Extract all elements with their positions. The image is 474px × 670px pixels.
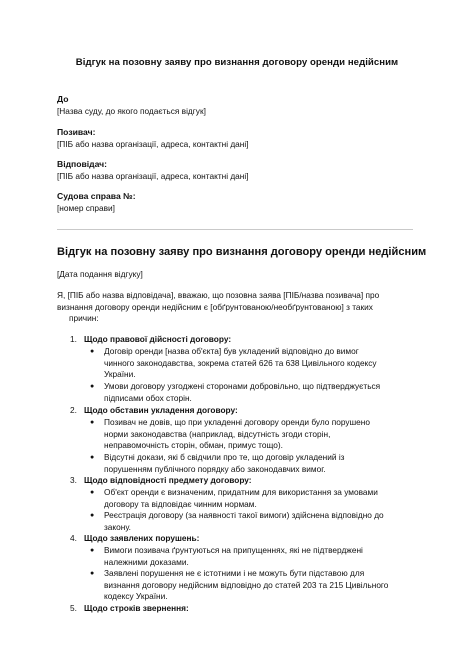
divider <box>57 229 413 230</box>
intro-line: визнання договору оренди недійсним є [обґрунтованою/необґрунтованою] з таких <box>57 301 373 312</box>
submission-date: [Дата подання відгуку] <box>57 269 143 279</box>
list-item: ● Вимоги позивача ґрунтуються на припущеннях, які не підтверджені належними доказами. <box>90 545 363 567</box>
bullet-icon: ● <box>90 454 95 461</box>
intro-line: причин: <box>69 313 99 324</box>
list-item: ● Заявлені порушення не є істотними і не можуть бути підставою для визнання договору недійсним відповідно до статей 203 та 215 Цивільного кодексу України. <box>90 568 389 602</box>
section-heading: Відгук на позовну заяву про визнання договору оренди недійсним <box>57 246 427 258</box>
plaintiff-value: [ПІБ або назва організації, адреса, контактні дані] <box>57 139 249 149</box>
court-label: До <box>57 94 69 104</box>
case-number-label: Судова справа №: <box>57 191 136 201</box>
list-item: ● Об'єкт оренди є визначеним, придатним для використання за умовами договору та відповідає чинним нормам. <box>90 487 378 509</box>
section-2-title: 2. Щодо обставин укладення договору: <box>70 405 238 415</box>
list-item: ● Відсутні докази, які б свідчили про те, що договір укладений із порушенням публічного порядку або законодавчих вимог. <box>90 452 345 474</box>
intro-line: Я, [ПІБ або назва відповідача], вважаю, що позовна заява [ПІБ/назва позивача] про <box>57 290 380 300</box>
bullet-icon: ● <box>90 348 95 355</box>
section-4-title: 4. Щодо заявлених порушень: <box>70 533 200 543</box>
court-value: [Назва суду, до якого подається відгук] <box>57 106 206 116</box>
bullet-icon: ● <box>90 419 95 426</box>
plaintiff-label: Позивач: <box>57 127 96 137</box>
section-1-title: 1. Щодо правової дійсності договору: <box>70 334 232 344</box>
case-number-value: [номер справи] <box>57 203 115 213</box>
bullet-icon: ● <box>90 570 95 577</box>
defendant-value: [ПІБ або назва організації, адреса, контактні дані] <box>57 171 249 181</box>
list-item: ● Договір оренди [назва об'єкта] був укладений відповідно до вимог чинного законодавства, зокрема статей 626 та 638 Цивільного кодексу України. <box>90 346 377 380</box>
defendant-label: Відповідач: <box>57 159 108 169</box>
section-3-title: 3. Щодо відповідності предмету договору: <box>70 475 252 485</box>
bullet-icon: ● <box>90 547 95 554</box>
list-item: ● Реєстрація договору (за наявності такої вимоги) здійснена відповідно до закону. <box>90 510 384 532</box>
document-title: Відгук на позовну заяву про визнання договору оренди недійсним <box>75 57 399 68</box>
bullet-icon: ● <box>90 489 95 496</box>
intro-paragraph <box>57 290 397 325</box>
section-5-title: 5. Щодо строків звернення: <box>70 603 189 613</box>
list-item: ● Позивач не довів, що при укладенні договору оренди було порушено норми законодавства (наприклад, відсутність згоди сторін, неправомочність сторін, обман, примус тощо). <box>90 417 370 451</box>
bullet-icon: ● <box>90 383 95 390</box>
list-item: ● Умови договору узгоджені сторонами добровільно, що підтверджується підписами обох сторін. <box>90 381 381 403</box>
bullet-icon: ● <box>90 512 95 519</box>
